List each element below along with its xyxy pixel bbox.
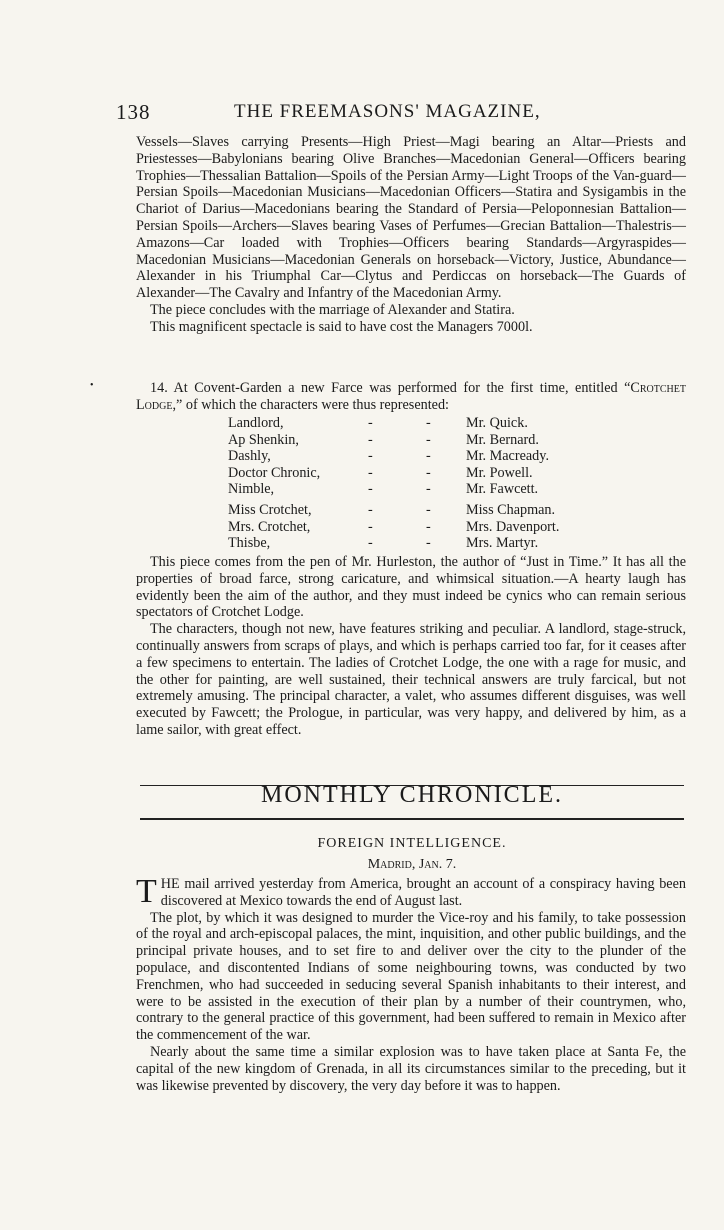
cast-row — [228, 519, 588, 536]
cast-row — [228, 465, 588, 482]
cast-row — [228, 415, 588, 432]
farce-title: Crotchet Lodge — [136, 380, 686, 413]
cast-dash: - — [426, 431, 431, 448]
cast-dash: - — [368, 415, 373, 431]
procession-section — [136, 134, 686, 336]
cast-list — [228, 415, 588, 552]
cast-row — [228, 502, 588, 519]
farce-intro-text — [136, 380, 686, 414]
cast-actor: Miss Chapman. — [466, 501, 556, 518]
chronicle-para2: The plot, by which it was designed to murder the Vice-roy and his family, to take possession of the royal and arch-episcopal palaces, the mint, inquisition, and other public buildings, and the principal private houses, and to set fire to and deliver over the city to the plunder of the populace, and discontented Indians of some neighbouring towns, was conducted by two Frenchmen, who had succeeded in seducing several Spanish inhabitants to their interest, and were to be assisted in the execution of their plan by a number of their countrymen, who, contrary to the general practice of this government, had been suffered to remain in Mexico after the commencement of the war. — [136, 909, 686, 1044]
cast-dash: - — [368, 535, 373, 552]
chronicle-title: MONTHLY CHRONICLE. — [260, 782, 564, 808]
cast-dash: - — [426, 481, 431, 498]
farce-intro-b: ,” of which the characters were thus represented: — [172, 396, 449, 413]
cast-dash: - — [368, 518, 373, 535]
page-number: 138 — [116, 100, 151, 124]
drop-cap: T — [136, 873, 157, 910]
chronicle-para1 — [136, 873, 686, 910]
cast-character: Miss Crotchet, — [228, 501, 312, 518]
cast-actor: Mrs. Martyr. — [466, 535, 539, 552]
cast-dash: - — [368, 448, 373, 465]
cast-dash: - — [426, 448, 431, 465]
cast-character: Doctor Chronic, — [228, 464, 321, 481]
cast-dash: - — [368, 431, 373, 448]
cast-row — [228, 481, 588, 498]
cast-character: Ap Shenkin, — [228, 431, 299, 448]
farce-review — [136, 554, 686, 739]
section-heading: FOREIGN INTELLIGENCE. — [317, 836, 507, 851]
cast-actor: Mr. Quick. — [466, 415, 528, 431]
farce-intro-a: 14. At Covent-Garden a new Farce was performed for the first time, entitled “ — [150, 380, 631, 396]
cast-character: Mrs. Crotchet, — [228, 518, 311, 535]
chronicle-para1-text: HE mail arrived yesterday from America, brought an account of a conspiracy having been discovered at Mexico towards the end of August last. — [160, 876, 686, 909]
cast-dash: - — [368, 464, 373, 481]
cast-row — [228, 432, 588, 449]
cast-row — [228, 448, 588, 465]
procession-cost: This magnificent spectacle is said to have cost the Managers 7000l. — [150, 318, 533, 335]
cast-character: Nimble, — [228, 481, 275, 498]
cast-character: Dashly, — [228, 448, 271, 465]
cast-actor: Mr. Powell. — [466, 464, 533, 481]
cast-dash: - — [426, 415, 431, 431]
cast-dash: - — [426, 501, 431, 518]
cast-character: Thisbe, — [228, 535, 271, 552]
cast-dash: - — [368, 501, 373, 518]
cast-dash: - — [368, 481, 373, 498]
farce-review-para1: This piece comes from the pen of Mr. Hurleston, the author of “Just in Time.” It has all the properties of broad farce, strong caricature, and whimsical situation.—A hearty laugh has evidently been the aim of the author, and they must indeed be cynics who can remain serious spectators of Crotchet Lodge. — [136, 554, 686, 621]
farce-review-para2: The characters, though not new, have features striking and peculiar. A landlord, stage-struck, continually answers from scraps of plays, and which is perhaps carried too far, for it ceases after a few specimens to entertain. The ladies of Crotchet Lodge, the one with a rage for music, and the other for painting, are well sustained, their technical answers are truly farcical, but not extremely amusing. The principal character, a valet, who assumes different disguises, was well executed by Fawcett; the Prologue, in particular, was very happy, and delivered by him, as a lame sailor, with great effect. — [136, 621, 686, 738]
cast-character: Landlord, — [228, 415, 284, 431]
cast-dash: - — [426, 518, 431, 535]
page-header — [116, 100, 621, 130]
cast-actor: Mrs. Davenport. — [466, 518, 560, 535]
procession-conclusion: The piece concludes with the marriage of Alexander and Statira. — [150, 301, 515, 318]
running-head: THE FREEMASONS' MAGAZINE, — [234, 101, 541, 122]
cast-row — [228, 535, 588, 552]
procession-paragraph: Vessels—Slaves carrying Presents—High Priest—Magi bearing an Altar—Priests and Priestesses—Babylonians bearing Olive Branches—Macedonian General—Officers bearing Trophies—Thessalian Battalion—Spoils of the Persian Army—Light Troops of the Van-guard—Persian Spoils—Macedonian Musicians—Macedonian Officers—Statira and Sysigambis in the Chariot of Darius—Macedonians bearing the Standard of Persia—Peloponnesian Battalion—Persian Spoils—Archers—Slaves bearing Vases of Perfumes—Grecian Battalion—Thalestris—Amazons—Car loaded with Trophies—Officers bearing Standards—Argyraspides—Macedonian Musicians—Macedonian Generals on horseback—Victory, Justice, Abundance—Alexander in his Triumphal Car—Clytus and Perdiccas on horseback—The Guards of Alexander—The Cavalry and Infantry of the Macedonian Army. — [136, 134, 686, 302]
chronicle-body — [136, 873, 686, 1094]
cast-dash: - — [426, 535, 431, 552]
farce-intro — [136, 380, 686, 414]
cast-actor: Mr. Macready. — [466, 448, 549, 465]
cast-dash: - — [426, 464, 431, 481]
cast-actor: Mr. Bernard. — [466, 431, 539, 448]
dateline: Madrid, Jan. 7. — [367, 857, 457, 872]
section-rule-bottom — [140, 818, 684, 820]
margin-mark: • — [90, 380, 94, 391]
cast-actor: Mr. Fawcett. — [466, 481, 539, 498]
chronicle-para3: Nearly about the same time a similar explosion was to have taken place at Santa Fe, the capital of the new kingdom of Grenada, in all its circumstances similar to the preceding, but it was likewise prevented by discovery, the very day before it was to happen. — [136, 1043, 686, 1094]
